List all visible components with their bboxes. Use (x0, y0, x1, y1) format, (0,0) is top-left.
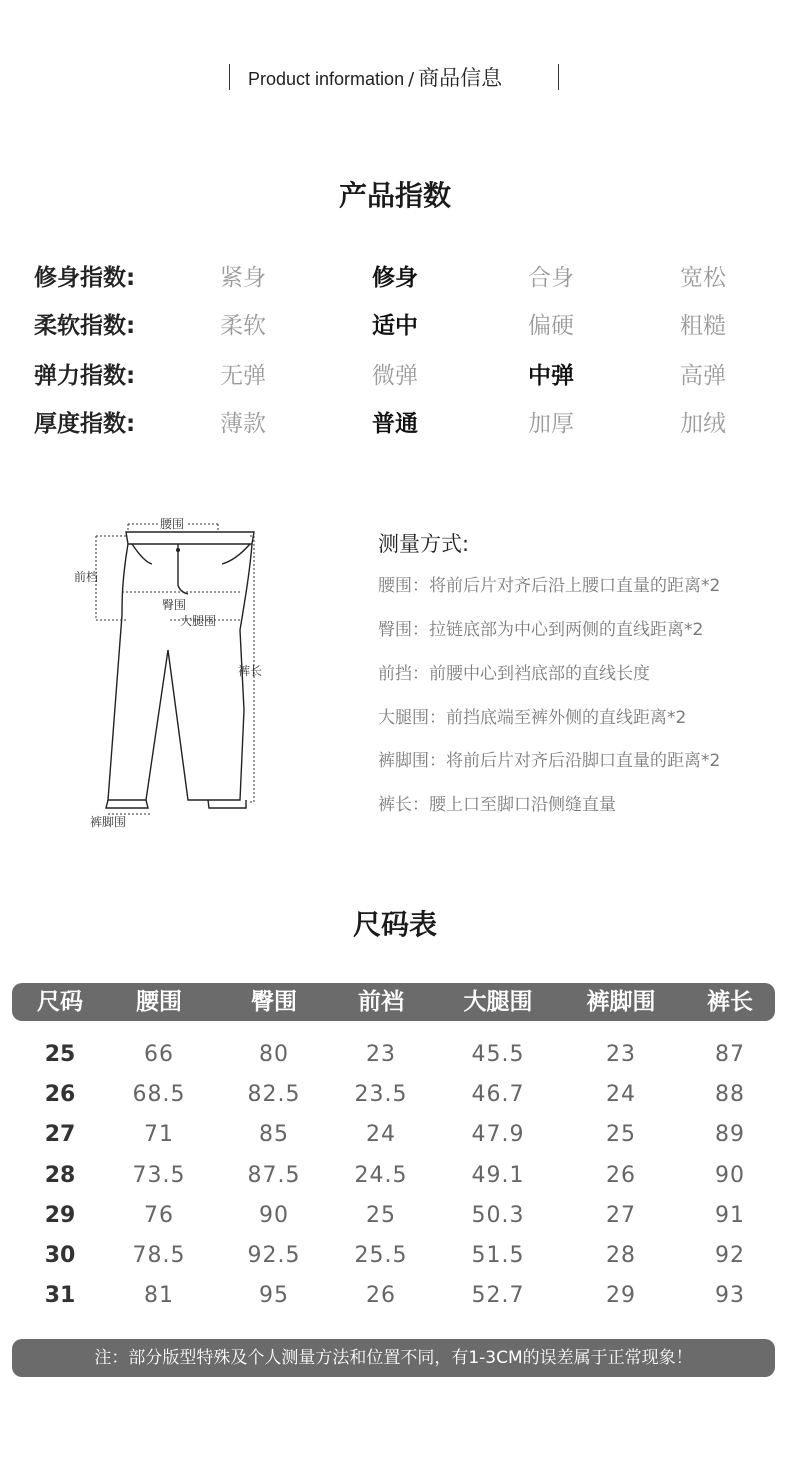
measure-line: 裤脚围：将前后片对齐后沿脚口直量的距离*2 (378, 751, 721, 771)
size-cell: 25 (44, 1042, 76, 1067)
size-cell: 31 (44, 1283, 76, 1309)
measure-line: 大腿围：前挡底端至裤外侧的直线距离*2 (378, 708, 687, 728)
header-right-bar (558, 64, 559, 90)
size-cell: 29 (44, 1202, 76, 1228)
label-hip: 臀围 (162, 598, 187, 612)
size-table-header-cell: 裤脚围 (586, 989, 656, 1015)
table-cell: 68.5 (132, 1082, 186, 1108)
index-row-label: 弹力指数: (34, 363, 136, 389)
header-title-cn: 商品信息 (418, 66, 503, 90)
size-table-header-cell: 裤长 (707, 989, 753, 1015)
table-cell: 92 (715, 1243, 745, 1268)
label-hem: 裤脚围 (90, 815, 127, 829)
index-option: 柔软 (220, 313, 266, 339)
index-option-selected: 普通 (372, 411, 418, 437)
table-row (0, 1156, 790, 1196)
index-option: 粗糙 (680, 313, 726, 339)
table-row (0, 1276, 790, 1316)
size-cell: 28 (44, 1162, 76, 1188)
table-cell: 52.7 (471, 1283, 525, 1309)
label-thigh: 大腿围 (180, 614, 217, 628)
table-cell: 73.5 (132, 1162, 186, 1188)
label-waist: 腰围 (160, 517, 185, 531)
index-row (34, 306, 774, 346)
table-cell: 23.5 (354, 1082, 408, 1108)
table-cell: 46.7 (471, 1082, 525, 1108)
table-row (0, 1035, 790, 1075)
index-row (34, 258, 774, 298)
table-cell: 92.5 (247, 1243, 301, 1268)
table-cell: 25 (606, 1122, 636, 1148)
index-option: 加厚 (528, 411, 574, 437)
index-row-label: 修身指数: (34, 265, 136, 291)
table-cell: 80 (259, 1042, 289, 1067)
table-cell: 50.3 (471, 1202, 525, 1228)
index-option-selected: 适中 (372, 313, 418, 339)
table-cell: 93 (715, 1283, 745, 1309)
label-length: 裤长 (238, 664, 263, 678)
size-table-header (12, 983, 775, 1021)
table-cell: 24 (366, 1122, 396, 1148)
table-cell: 89 (715, 1122, 745, 1148)
index-option-selected: 中弹 (528, 363, 574, 389)
table-cell: 87 (715, 1042, 745, 1067)
table-cell: 95 (259, 1283, 289, 1309)
table-cell: 25.5 (354, 1243, 408, 1268)
table-cell: 78.5 (132, 1243, 186, 1268)
table-row (0, 1115, 790, 1155)
table-cell: 71 (144, 1122, 174, 1148)
disclaimer-note: 注：部分版型特殊及个人测量方法和位置不同，有1-3CM的误差属于正常现象！ (12, 1339, 775, 1377)
measure-line: 臀围：拉链底部为中心到两侧的直线距离*2 (378, 620, 704, 640)
index-option: 加绒 (680, 411, 726, 437)
table-cell: 23 (606, 1042, 636, 1067)
table-cell: 49.1 (471, 1162, 525, 1188)
table-cell: 87.5 (247, 1162, 301, 1188)
size-table-header-cell: 前裆 (358, 989, 404, 1015)
measure-line: 前挡：前腰中心到裆底部的直线长度 (378, 664, 650, 684)
table-cell: 51.5 (471, 1243, 525, 1268)
table-cell: 88 (715, 1082, 745, 1108)
table-cell: 81 (144, 1283, 174, 1309)
table-row (0, 1196, 790, 1236)
header-separator: / (408, 69, 415, 90)
index-option: 偏硬 (528, 313, 574, 339)
size-cell: 30 (44, 1243, 76, 1268)
index-option-selected: 修身 (372, 265, 418, 291)
header-title (248, 64, 502, 92)
size-table-header-cell: 腰围 (136, 989, 182, 1015)
index-row (34, 404, 774, 444)
table-cell: 82.5 (247, 1082, 301, 1108)
header-title-en: Product information (248, 69, 405, 89)
table-cell: 26 (606, 1162, 636, 1188)
table-cell: 90 (715, 1162, 745, 1188)
index-row-label: 柔软指数: (34, 313, 136, 339)
index-row (34, 356, 774, 396)
size-table-title: 尺码表 (352, 908, 437, 941)
table-row (0, 1075, 790, 1115)
pants-diagram (70, 510, 290, 840)
header-left-bar (229, 64, 230, 90)
table-cell: 47.9 (471, 1122, 525, 1148)
table-cell: 76 (144, 1202, 174, 1228)
measure-line: 腰围：将前后片对齐后沿上腰口直量的距离*2 (378, 576, 721, 596)
index-option: 无弹 (220, 363, 266, 389)
table-cell: 23 (366, 1042, 396, 1067)
table-cell: 27 (606, 1202, 636, 1228)
table-cell: 24.5 (354, 1162, 408, 1188)
index-option: 宽松 (680, 265, 726, 291)
table-cell: 29 (606, 1283, 636, 1309)
index-option: 微弹 (372, 363, 418, 389)
label-front-rise: 前档 (74, 570, 99, 584)
table-cell: 45.5 (471, 1042, 525, 1067)
measure-title: 测量方式: (378, 532, 470, 556)
index-option: 合身 (528, 265, 574, 291)
table-cell: 24 (606, 1082, 636, 1108)
index-option: 薄款 (220, 411, 266, 437)
measure-line: 裤长：腰上口至脚口沿侧缝直量 (378, 795, 616, 815)
index-option: 高弹 (680, 363, 726, 389)
table-cell: 26 (366, 1283, 396, 1309)
size-table-header-cell: 尺码 (37, 989, 83, 1015)
table-cell: 25 (366, 1202, 396, 1228)
table-cell: 28 (606, 1243, 636, 1268)
size-table-header-cell: 大腿围 (463, 989, 533, 1015)
index-section-title: 产品指数 (338, 179, 451, 212)
table-cell: 66 (144, 1042, 174, 1067)
table-row (0, 1236, 790, 1276)
index-option: 紧身 (220, 265, 266, 291)
table-cell: 90 (259, 1202, 289, 1228)
table-cell: 91 (715, 1202, 745, 1228)
size-table-header-cell: 臀围 (251, 989, 297, 1015)
table-cell: 85 (259, 1122, 289, 1148)
size-cell: 26 (44, 1082, 76, 1108)
size-cell: 27 (44, 1122, 76, 1148)
index-row-label: 厚度指数: (34, 411, 136, 437)
